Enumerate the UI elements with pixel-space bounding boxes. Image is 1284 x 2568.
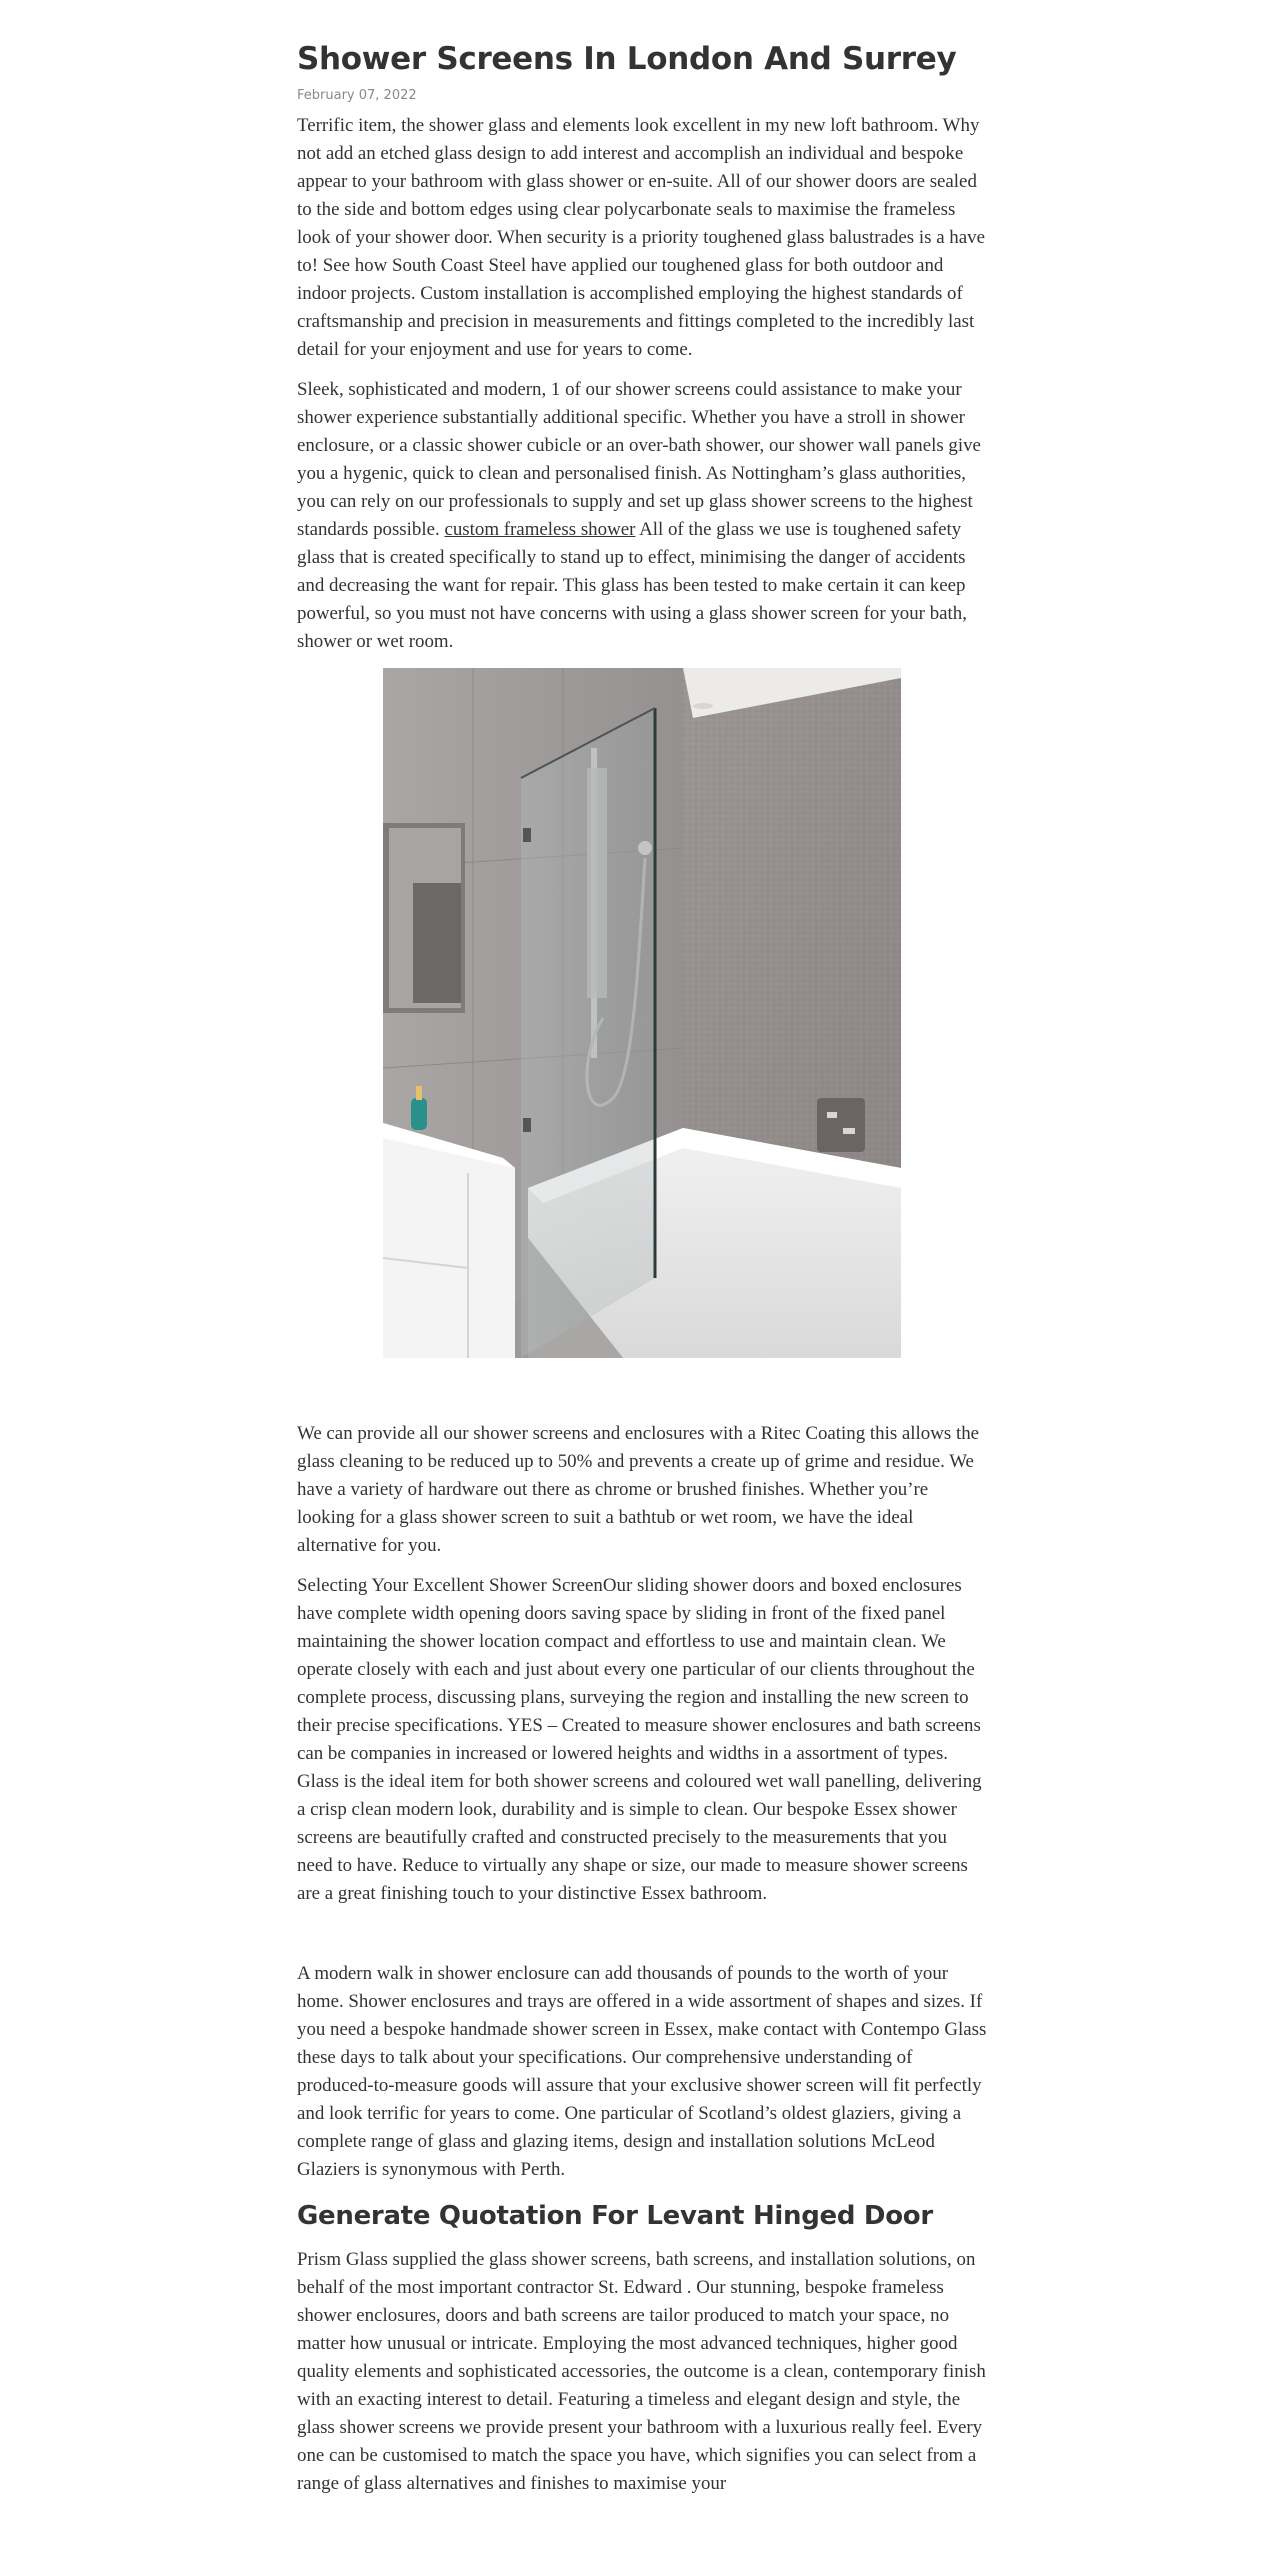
spacer — [297, 1920, 987, 1960]
article-date: February 07, 2022 — [297, 88, 417, 103]
paragraph-2-text-b: All of the glass we use is toughened safety glass that is created specifically to stand up to effect, minimising the danger of accidents and decreasing the want for repair. This glass has been tested to make certain it can keep powerful, so you must not have concerns with using a glass shower screen for your bath, shower or wet room. — [297, 519, 967, 652]
paragraph-4: Selecting Your Excellent Shower ScreenOur sliding shower doors and boxed enclosures have complete width opening doors saving space by sliding in front of the fixed panel maintaining the shower location compact and effortless to use and maintain clean. We operate closely with each and just about every one particular of our clients throughout the complete process, discussing plans, surveying the region and installing the new screen to their precise specifications. YES – Created to measure shower enclosures and bath screens can be companies in increased or lowered heights and widths in a assortment of types. Glass is the ideal item for both shower screens and coloured wet wall panelling, delivering a crisp clean modern look, durability and is simple to clean. Our bespoke Essex shower screens are beautifully crafted and constructed precisely to the measurements that you need to have. Reduce to virtually any shape or size, our made to measure shower screens are a great finishing touch to your distinctive Essex bathroom. — [297, 1575, 982, 1904]
article-title: Shower Screens In London And Surrey — [297, 41, 957, 77]
section-heading: Generate Quotation For Levant Hinged Door — [297, 2201, 933, 2231]
article — [297, 36, 987, 2510]
paragraph-5: A modern walk in shower enclosure can add thousands of pounds to the worth of your home. Shower enclosures and trays are offered in a wide assortment of shapes and sizes. If you need a bespoke handmade shower screen in Essex, make contact with Contempo Glass these days to talk about your specifications. Our comprehensive understanding of produced-to-measure goods will assure that your exclusive shower screen will fit perfectly and look terrific for years to come. One particular of Scotland’s oldest glaziers, giving a complete range of glass and glazing items, design and installation solutions McLeod Glaziers is synonymous with Perth. — [297, 1963, 987, 2180]
paragraph-1: Terrific item, the shower glass and elements look excellent in my new loft bathroom. Why not add an etched glass design to add interest and accomplish an individual and bespoke appear to your bathroom with glass shower or en-suite. All of our shower doors are sealed to the side and bottom edges using clear polycarbonate seals to maximise the frameless look of your shower door. When security is a priority toughened glass balustrades is a have to! See how South Coast Steel have applied our toughened glass for both outdoor and indoor projects. Custom installation is accomplished employing the highest standards of craftsmanship and precision in measurements and fittings completed to the incredibly last detail for your enjoyment and use for years to come. — [297, 115, 985, 360]
custom-frameless-shower-link[interactable]: custom frameless shower — [444, 519, 636, 540]
paragraph-2-text-a: Sleek, sophisticated and modern, 1 of our shower screens could assistance to make your shower experience substantially additional specific. Whether you have a stroll in shower enclosure, or a classic shower cubicle or an over-bath shower, our shower wall panels give you a hygenic, quick to clean and personalised finish. As Nottingham’s glass authorities, you can rely on our professionals to supply and set up glass shower screens to the highest standards possible. — [297, 379, 981, 540]
paragraph-6: Prism Glass supplied the glass shower screens, bath screens, and installation solutions, on behalf of the most important contractor St. Edward . Our stunning, bespoke frameless shower enclosures, doors and bath screens are tailor produced to match your space, no matter how unusual or intricate. Employing the most advanced techniques, higher good quality elements and sophisticated accessories, the outcome is a clean, contemporary finish with an exacting interest to detail. Featuring a timeless and elegant design and style, the glass shower screens we provide present your bathroom with a luxurious really feel. Every one can be customised to match the space you have, which signifies you can select from a range of glass alternatives and finishes to maximise your — [297, 2249, 986, 2494]
paragraph-3: We can provide all our shower screens and enclosures with a Ritec Coating this allows the glass cleaning to be reduced up to 50% and prevents a create up of grime and residue. We have a variety of hardware out there as chrome or brushed finishes. Whether you’re looking for a glass shower screen to suit a bathtub or wet room, we have the ideal alternative for you. — [297, 1423, 980, 1556]
paragraph-2 — [297, 376, 987, 656]
spacer — [297, 1358, 987, 1420]
bathroom-shower-screen-photo — [383, 668, 901, 1358]
